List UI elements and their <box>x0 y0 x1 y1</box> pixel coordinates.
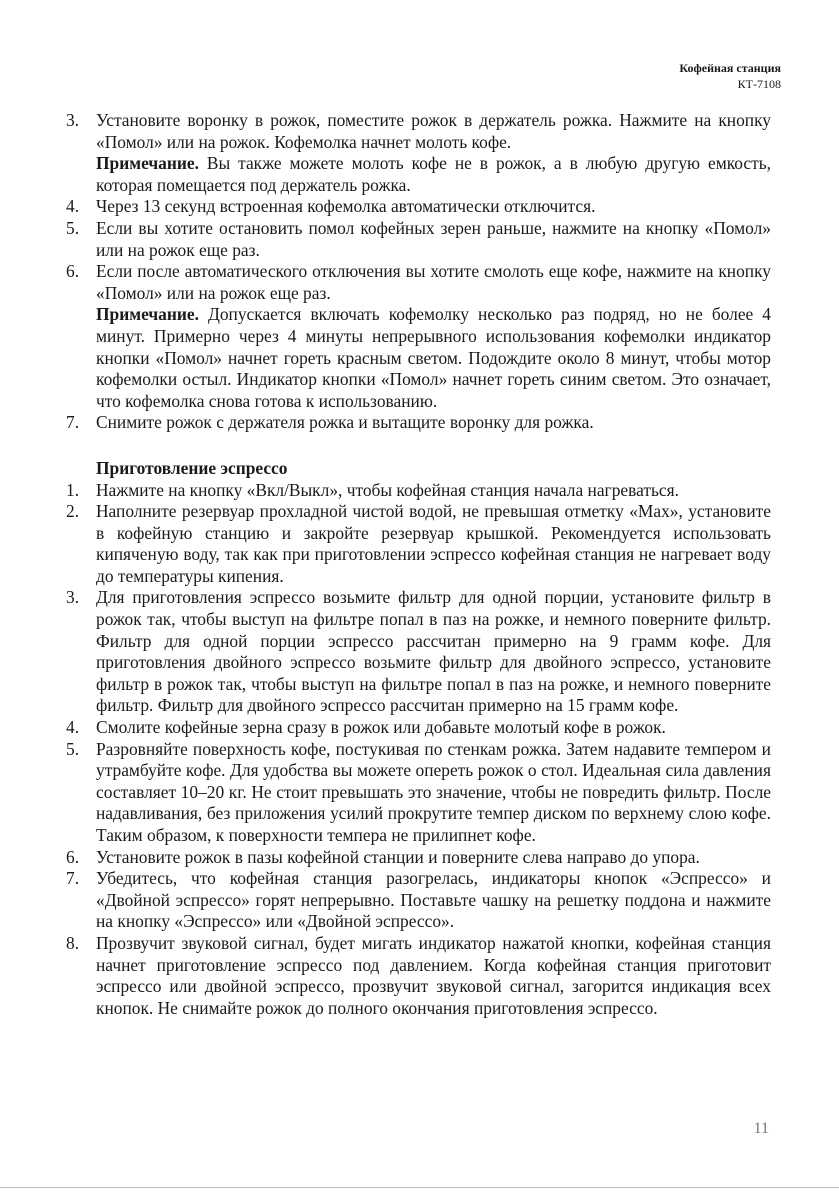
note <box>96 153 771 196</box>
note-label: Примечание. <box>96 304 199 325</box>
list-item-number: 3. <box>66 587 80 608</box>
note-text: Допускается включать кофемолку несколько раз подряд, но не более 4 минут. Примерно через 4 минуты непрерывного использования кофемолки индикатор кнопки «Помол» начнет гореть красным светом. Подождите около 8 минут, чтобы мотор кофемолки остыл. Индикатор кнопки «Помол» начнет гореть синим светом. Это означает, что кофемолка снова готова к использованию. <box>96 304 771 411</box>
list-item-number: 7. <box>66 412 80 433</box>
list-item-text: Убедитесь, что кофейная станция разогрелась, индикаторы кнопок «Эспрессо» и «Двойной эспрессо» горят непрерывно. Поставьте чашку на решетку поддона и нажмите на кнопку «Эспрессо» или «Двойной эспрессо». <box>96 868 771 932</box>
list-item-text: Смолите кофейные зерна сразу в рожок или добавьте молотый кофе в рожок. <box>96 717 666 738</box>
list-item <box>66 739 771 847</box>
list-item-number: 5. <box>66 738 80 759</box>
list-item <box>66 196 771 218</box>
header-model-number: КТ-7108 <box>737 77 781 91</box>
section-heading-espresso: Приготовление эспрессо <box>96 457 288 478</box>
list-item-number: 8. <box>66 932 80 953</box>
list-item-number: 6. <box>66 261 80 282</box>
list-item <box>66 480 771 502</box>
list-item-number: 3. <box>66 110 80 130</box>
list-item <box>66 933 771 1019</box>
instruction-list-espresso <box>66 480 771 1020</box>
list-item-number: 2. <box>66 501 80 522</box>
list-item-number: 5. <box>66 217 80 238</box>
note <box>96 304 771 412</box>
list-item <box>66 868 771 933</box>
list-item <box>66 847 771 869</box>
list-item-number: 4. <box>66 717 80 738</box>
list-item-number: 1. <box>66 479 80 500</box>
page-number: 11 <box>753 1120 769 1137</box>
list-item <box>66 717 771 739</box>
instruction-list-grinding <box>66 110 771 434</box>
list-item-text: Нажмите на кнопку «Вкл/Выкл», чтобы кофейная станция начала нагреваться. <box>96 479 679 500</box>
list-item-text: Если вы хотите остановить помол кофейных зерен раньше, нажмите на кнопку «Помол» или на рожок еще раз. <box>96 217 771 260</box>
list-item-text: Наполните резервуар прохладной чистой водой, не превышая отметку «Max», установите в кофейную станцию и закройте резервуар крышкой. Рекомендуется использовать кипяченую воду, так как при приготовлении эспрессо кофейная станция не нагревает воду до температуры кипения. <box>96 501 771 586</box>
note-label: Примечание. <box>96 153 199 174</box>
bottom-divider <box>0 1187 839 1188</box>
list-item <box>66 261 771 412</box>
list-item-text: Через 13 секунд встроенная кофемолка автоматически отключится. <box>96 196 596 217</box>
list-item-text: Снимите рожок с держателя рожка и вытащите воронку для рожка. <box>96 412 594 433</box>
header-product-name: Кофейная станция <box>679 61 781 75</box>
list-item-text: Прозвучит звуковой сигнал, будет мигать индикатор нажатой кнопки, кофейная станция начнет приготовление эспрессо под давлением. Когда кофейная станция приготовит эспрессо или двойной эспрессо, прозвучит звуковой сигнал, загорится индикация всех кнопок. Не снимайте рожок до полного окончания приготовления эспрессо. <box>96 932 771 1018</box>
list-item <box>66 218 771 261</box>
list-item-text: Если после автоматического отключения вы хотите смолоть еще кофе, нажмите на кнопку «Помол» или на рожок еще раз. <box>96 261 771 303</box>
note-text: Вы также можете молоть кофе не в рожок, а в любую другую емкость, которая помещается под держатель рожка. <box>96 153 771 195</box>
list-item-text: Для приготовления эспрессо возьмите фильтр для одной порции, установите фильтр в рожок так, чтобы выступ на фильтре попал в паз на рожке, и немного поверните фильтр. Фильтр для одной порции эспрессо рассчитан примерно на 9 грамм кофе. Для приготовления двойного эспрессо возьмите фильтр для двойного эспрессо, установите фильтр в рожок так, чтобы выступ на фильтре попал в паз на рожке, и немного поверните фильтр. Фильтр для двойного эспрессо рассчитан примерно на 15 грамм кофе. <box>96 587 771 716</box>
list-item-number: 4. <box>66 196 80 217</box>
page-content <box>66 110 771 1019</box>
list-item-text: Разровняйте поверхность кофе, постукивая по стенкам рожка. Затем надавите темпером и утрамбуйте кофе. Для удобства вы можете опереть рожок о стол. Идеальная сила давления составляет 10–20 кг. Не стоит превышать это значение, чтобы не повредить фильтр. После надавливания, без приложения усилий прокрутите темпер диском по верхнему слою кофе. Таким образом, к поверхности темпера не прилипнет кофе. <box>96 738 771 845</box>
page-header <box>679 60 781 92</box>
list-item <box>66 587 771 717</box>
list-item-text: Установите рожок в пазы кофейной станции и поверните слева направо до упора. <box>96 846 700 867</box>
list-item-text: Установите воронку в рожок, поместите рожок в держатель рожка. Нажмите на кнопку «Помол» или на рожок. Кофемолка начнет молоть кофе. <box>96 110 771 152</box>
list-item-number: 7. <box>66 868 80 889</box>
list-item <box>66 110 771 196</box>
list-item <box>66 412 771 434</box>
list-item <box>66 501 771 587</box>
list-item-number: 6. <box>66 846 80 867</box>
